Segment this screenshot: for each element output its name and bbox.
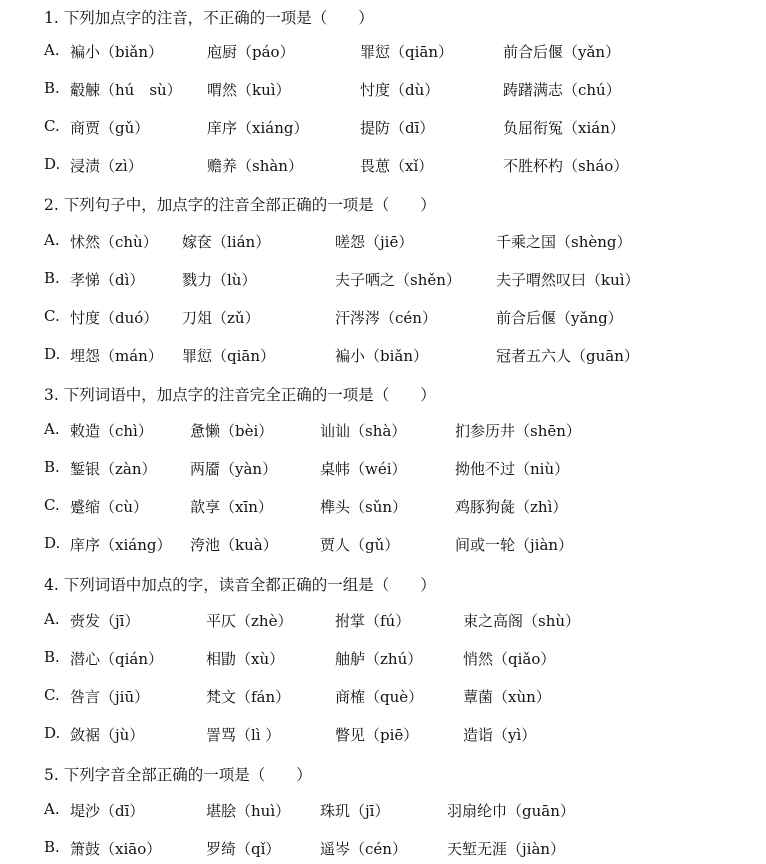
option-word: 束之高阁（shù）	[463, 612, 581, 630]
option-word: 造诣（yì）	[463, 726, 537, 744]
option-label: A.	[44, 41, 60, 59]
option-word: 歆享（xīn）	[190, 498, 273, 516]
option-row	[0, 155, 766, 181]
option-row	[0, 231, 766, 257]
option-word: 戮力（lù）	[182, 271, 257, 289]
option-word: 夫子哂之（shěn）	[335, 271, 461, 289]
option-label: B.	[44, 648, 60, 666]
option-word: 舳舻（zhú）	[335, 650, 423, 668]
option-word: 拗他不过（niù）	[455, 460, 570, 478]
option-word: 平仄（zhè）	[206, 612, 293, 630]
option-word: 踌躇满志（chú）	[503, 81, 621, 99]
option-word: 錾银（zàn）	[70, 460, 157, 478]
option-word: 负屈衔冤（xián）	[503, 119, 625, 137]
option-word: 洿池（kuà）	[190, 536, 278, 554]
option-label: C.	[44, 686, 60, 704]
option-word: 埋怨（mán）	[70, 347, 163, 365]
option-word: 堪脍（huì）	[206, 802, 291, 820]
option-row	[0, 534, 766, 560]
option-row	[0, 648, 766, 674]
option-word: 敕造（chì）	[70, 422, 153, 440]
option-word: 羽扇纶巾（guān）	[447, 802, 575, 820]
option-word: 觳觫（hú sù）	[70, 81, 182, 99]
option-word: 珠玑（jī）	[320, 802, 390, 820]
option-label: B.	[44, 458, 60, 476]
option-label: A.	[44, 610, 60, 628]
option-word: 畏葸（xǐ）	[360, 157, 434, 175]
option-word: 贾人（gǔ）	[320, 536, 400, 554]
option-label: C.	[44, 496, 60, 514]
question-stem: 1. 下列加点字的注音，不正确的一项是（ ）	[44, 9, 374, 27]
option-row	[0, 420, 766, 446]
option-word: 箫鼓（xiāo）	[70, 840, 162, 858]
option-word: 不胜杯杓（sháo）	[503, 157, 629, 175]
option-word: 堤沙（dī）	[70, 802, 145, 820]
option-word: 讪讪（shà）	[320, 422, 407, 440]
option-word: 鸡豚狗彘（zhì）	[455, 498, 568, 516]
option-word: 商贾（gǔ）	[70, 119, 150, 137]
option-word: 孝悌（dì）	[70, 271, 145, 289]
option-word: 悄然（qiǎo）	[463, 650, 556, 668]
option-word: 天堑无涯（jiàn）	[447, 840, 566, 858]
option-row	[0, 117, 766, 143]
option-label: B.	[44, 79, 60, 97]
option-label: A.	[44, 231, 60, 249]
option-row	[0, 41, 766, 67]
option-word: 罪愆（qiān）	[182, 347, 276, 365]
question-stem: 2. 下列句子中，加点字的注音全部正确的一项是（ ）	[44, 196, 436, 214]
option-word: 褊小（biǎn）	[70, 43, 164, 61]
option-word: 前合后偃（yǎn）	[503, 43, 621, 61]
option-row	[0, 345, 766, 371]
option-word: 夫子喟然叹曰（kuì）	[496, 271, 640, 289]
option-word: 嫁奁（lián）	[182, 233, 271, 251]
option-label: A.	[44, 420, 60, 438]
option-word: 间或一轮（jiàn）	[455, 536, 574, 554]
option-label: B.	[44, 838, 60, 856]
option-row	[0, 458, 766, 484]
option-word: 刀俎（zǔ）	[182, 309, 260, 327]
option-word: 前合后偃（yǎng）	[496, 309, 623, 327]
option-label: D.	[44, 345, 61, 363]
option-row	[0, 496, 766, 522]
option-word: 扪参历井（shēn）	[455, 422, 581, 440]
option-word: 商榷（què）	[335, 688, 424, 706]
option-word: 冠者五六人（guān）	[496, 347, 639, 365]
option-label: A.	[44, 800, 60, 818]
option-word: 提防（dī）	[360, 119, 435, 137]
option-word: 蕈菌（xùn）	[463, 688, 551, 706]
option-word: 庖厨（páo）	[207, 43, 295, 61]
option-word: 拊掌（fú）	[335, 612, 411, 630]
question-stem: 4. 下列词语中加点的字，读音全都正确的一组是（ ）	[44, 576, 436, 594]
option-word: 褊小（biǎn）	[335, 347, 429, 365]
question-stem: 3. 下列词语中，加点字的注音完全正确的一项是（ ）	[44, 386, 436, 404]
option-label: C.	[44, 307, 60, 325]
option-word: 汗涔涔（cén）	[335, 309, 437, 327]
option-word: 惫懒（bèi）	[190, 422, 274, 440]
option-word: 庠序（xiáng）	[207, 119, 309, 137]
option-word: 千乘之国（shèng）	[496, 233, 632, 251]
option-word: 相勖（xù）	[206, 650, 285, 668]
option-word: 潜心（qián）	[70, 650, 164, 668]
option-word: 庠序（xiáng）	[70, 536, 172, 554]
option-word: 桌帏（wéi）	[320, 460, 407, 478]
option-row	[0, 307, 766, 333]
option-word: 忖度（duó）	[70, 309, 159, 327]
option-row	[0, 724, 766, 750]
option-row	[0, 800, 766, 826]
option-word: 忖度（dù）	[360, 81, 440, 99]
option-word: 怵然（chù）	[70, 233, 158, 251]
option-row	[0, 610, 766, 636]
option-word: 罪愆（qiān）	[360, 43, 454, 61]
option-word: 詈骂（lì ）	[206, 726, 281, 744]
option-row	[0, 269, 766, 295]
option-word: 瞥见（piē）	[335, 726, 419, 744]
option-word: 咎言（jiū）	[70, 688, 150, 706]
option-word: 嗟怨（jiē）	[335, 233, 414, 251]
option-word: 两靥（yàn）	[190, 460, 278, 478]
option-word: 赡养（shàn）	[207, 157, 303, 175]
option-word: 榫头（sǔn）	[320, 498, 408, 516]
option-label: D.	[44, 724, 61, 742]
option-row	[0, 686, 766, 712]
option-word: 赍发（jī）	[70, 612, 140, 630]
option-word: 梵文（fán）	[206, 688, 291, 706]
option-row	[0, 838, 766, 864]
option-word: 罗绮（qǐ）	[206, 840, 281, 858]
option-row	[0, 79, 766, 105]
option-label: D.	[44, 155, 61, 173]
option-label: C.	[44, 117, 60, 135]
option-label: B.	[44, 269, 60, 287]
option-word: 喟然（kuì）	[207, 81, 291, 99]
option-word: 浸渍（zì）	[70, 157, 143, 175]
question-stem: 5. 下列字音全部正确的一项是（ ）	[44, 766, 312, 784]
option-label: D.	[44, 534, 61, 552]
option-word: 敛裾（jù）	[70, 726, 145, 744]
option-word: 遥岑（cén）	[320, 840, 407, 858]
option-word: 蹙缩（cù）	[70, 498, 149, 516]
